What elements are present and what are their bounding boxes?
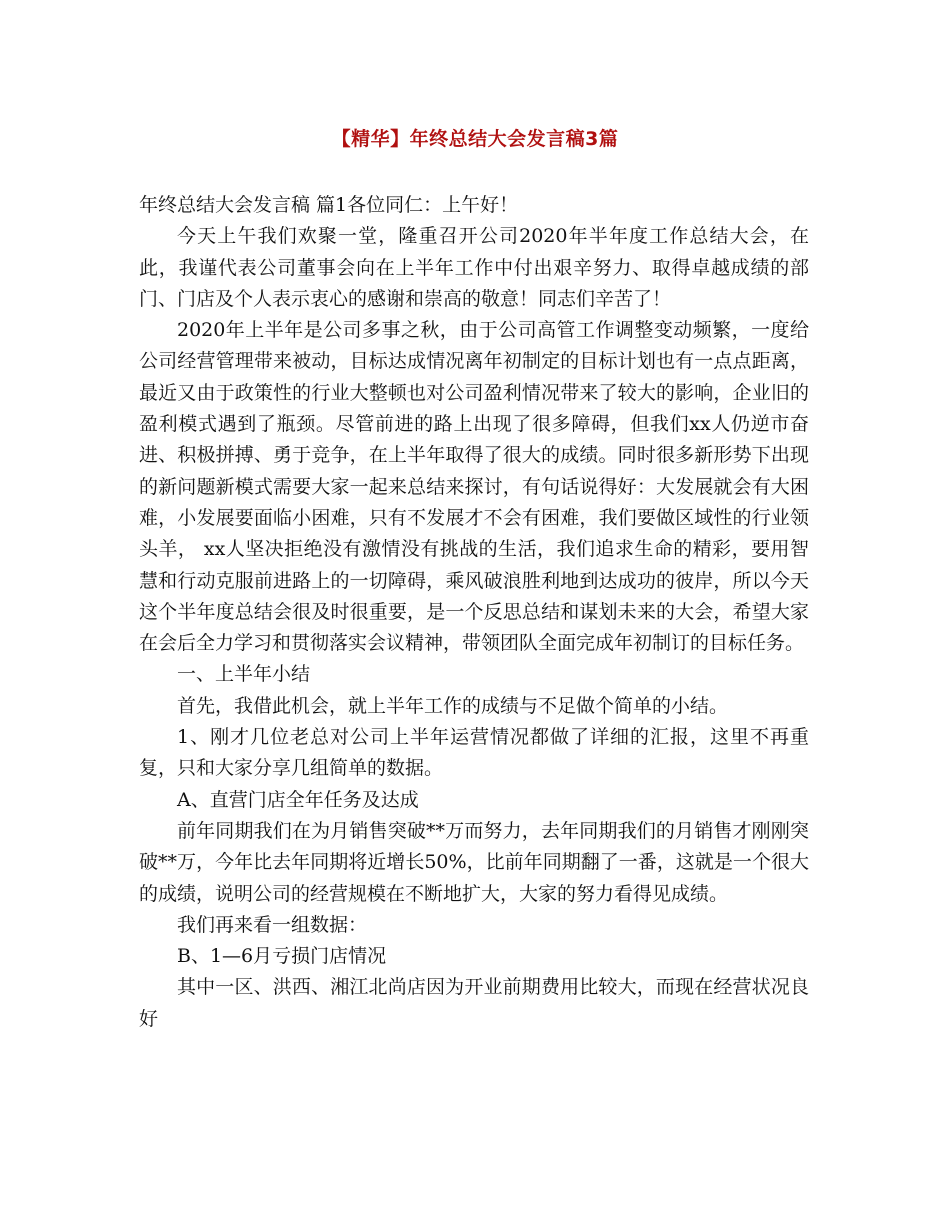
paragraph-point-1: 1、刚才几位老总对公司上半年运营情况都做了详细的汇报，这里不再重复，只和大家分享几组简单的数据。 <box>139 726 809 780</box>
section-heading: 一、上半年小结 <box>177 663 311 686</box>
subheading-a: A、直营门店全年任务及达成 <box>177 788 419 811</box>
paragraph-overview: 2020年上半年是公司多事之秋，由于公司高管工作调整变动频繁，一度给公司经营管理带来被动，目标达成情况离年初制定的目标计划也有一点点距离，最近又由于政策性的行业大整顿也对公司盈利情况带来了较大的影响，企业旧的盈利模式遇到了瓶颈。尽管前进的路上出现了很多障碍，但我们xx人仍逆市奋进、积极拼搏、勇于竞争，在上半年取得了很大的成绩。同时很多新形势下出现的新问题新模式需要大家一起来总结来探讨，有句话说得好：大发展就会有大困难，小发展要面临小困难，只有不发展才不会有困难，我们要做区域性的行业领头羊， xx人坚决拒绝没有激情没有挑战的生活，我们追求生命的精彩，要用智慧和行动克服前进路上的一切障碍，乘风破浪胜利地到达成功的彼岸，所以今天这个半年度总结会很及时很重要，是一个反思总结和谋划未来的大会，希望大家在会后全力学习和贯彻落实会议精神，带领团队全面完成年初制订的目标任务。 <box>139 319 809 655</box>
document-title: 【精华】年终总结大会发言稿3篇 <box>331 128 619 150</box>
paragraph-loss-stores: 其中一区、洪西、湘江北尚店因为开业前期费用比较大，而现在经营状况良好 <box>139 976 809 1030</box>
paragraph-data-intro: 我们再来看一组数据： <box>177 913 368 936</box>
paragraph-intro-summary: 首先，我借此机会，就上半年工作的成绩与不足做个简单的小结。 <box>177 694 729 717</box>
paragraph-sales: 前年同期我们在为月销售突破**万而努力，去年同期我们的月销售才刚刚突破**万，今年比去年同期将近增长50%，比前年同期翻了一番，这就是一个很大的成绩，说明公司的经营规模在不断地扩大，大家的努力看得见成绩。 <box>139 819 809 905</box>
paragraph-welcome: 今天上午我们欢聚一堂，隆重召开公司2020年半年度工作总结大会，在此，我谨代表公司董事会向在上半年工作中付出艰辛努力、取得卓越成绩的部门、门店及个人表示衷心的感谢和崇高的敬意！同志们辛苦了！ <box>139 225 809 310</box>
document-body <box>139 190 809 1035</box>
paragraph-opening: 年终总结大会发言稿 篇1各位同仁：上午好！ <box>139 194 519 216</box>
subheading-b: B、1—6月亏损门店情况 <box>177 945 387 968</box>
